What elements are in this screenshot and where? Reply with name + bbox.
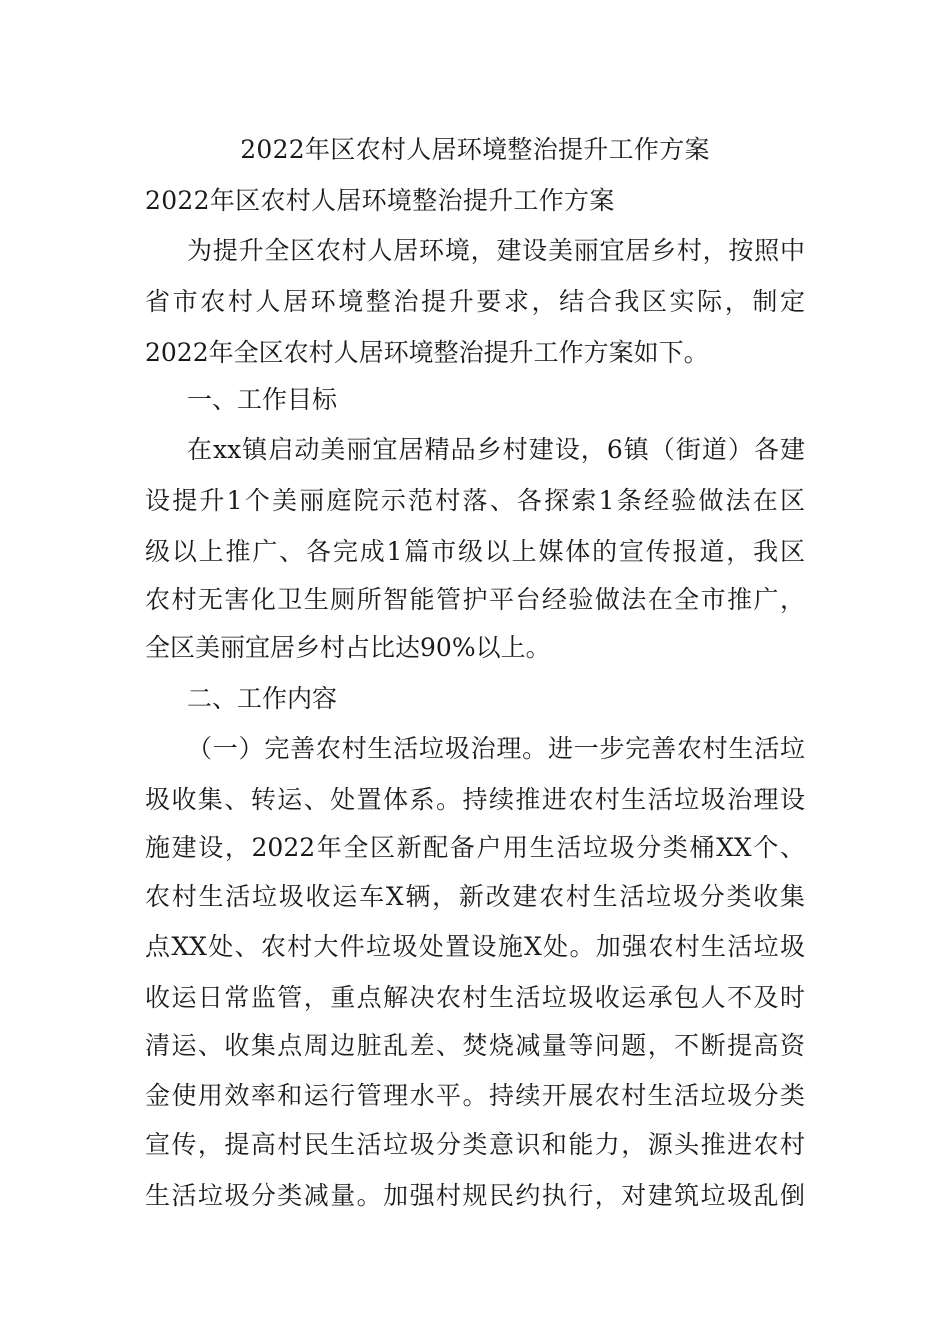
paragraph-line: 农村无害化卫生厕所智能管护平台经验做法在全市推广， bbox=[145, 585, 805, 614]
document-title: 2022年区农村人居环境整治提升工作方案 bbox=[240, 135, 710, 164]
paragraph-line: 设提升1个美丽庭院示范村落、各探索1条经验做法在区 bbox=[145, 486, 805, 515]
paragraph-line: 施建设，2022年全区新配备户用生活垃圾分类桶XX个、 bbox=[145, 833, 805, 862]
paragraph-line: 圾收集、转运、处置体系。持续推进农村生活垃圾治理设 bbox=[145, 785, 805, 814]
paragraph-line: 清运、收集点周边脏乱差、焚烧减量等问题，不断提高资 bbox=[145, 1031, 805, 1060]
paragraph-line: 农村生活垃圾收运车X辆，新改建农村生活垃圾分类收集 bbox=[145, 882, 805, 911]
paragraph-line: 金使用效率和运行管理水平。持续开展农村生活垃圾分类 bbox=[145, 1081, 805, 1110]
document-subtitle: 2022年区农村人居环境整治提升工作方案 bbox=[145, 186, 615, 215]
paragraph-line: 为提升全区农村人居环境，建设美丽宜居乡村，按照中 bbox=[187, 236, 805, 265]
paragraph-line: 级以上推广、各完成1篇市级以上媒体的宣传报道，我区 bbox=[145, 537, 805, 566]
paragraph-line: 在xx镇启动美丽宜居精品乡村建设，6镇（街道）各建 bbox=[187, 435, 805, 464]
paragraph-line: 点XX处、农村大件垃圾处置设施X处。加强农村生活垃圾 bbox=[145, 932, 805, 961]
paragraph-line: 2022年全区农村人居环境整治提升工作方案如下。 bbox=[145, 338, 709, 367]
paragraph-line: 收运日常监管，重点解决农村生活垃圾收运承包人不及时 bbox=[145, 983, 805, 1012]
section-heading: 一、工作目标 bbox=[187, 385, 338, 414]
section-heading: 二、工作内容 bbox=[187, 684, 338, 713]
paragraph-line: （一）完善农村生活垃圾治理。进一步完善农村生活垃 bbox=[187, 734, 805, 763]
paragraph-line: 宣传，提高村民生活垃圾分类意识和能力，源头推进农村 bbox=[145, 1130, 805, 1159]
paragraph-line: 省市农村人居环境整治提升要求，结合我区实际，制定 bbox=[145, 287, 805, 316]
paragraph-line: 全区美丽宜居乡村占比达90%以上。 bbox=[145, 633, 551, 662]
paragraph-line: 生活垃圾分类减量。加强村规民约执行，对建筑垃圾乱倒 bbox=[145, 1181, 805, 1210]
